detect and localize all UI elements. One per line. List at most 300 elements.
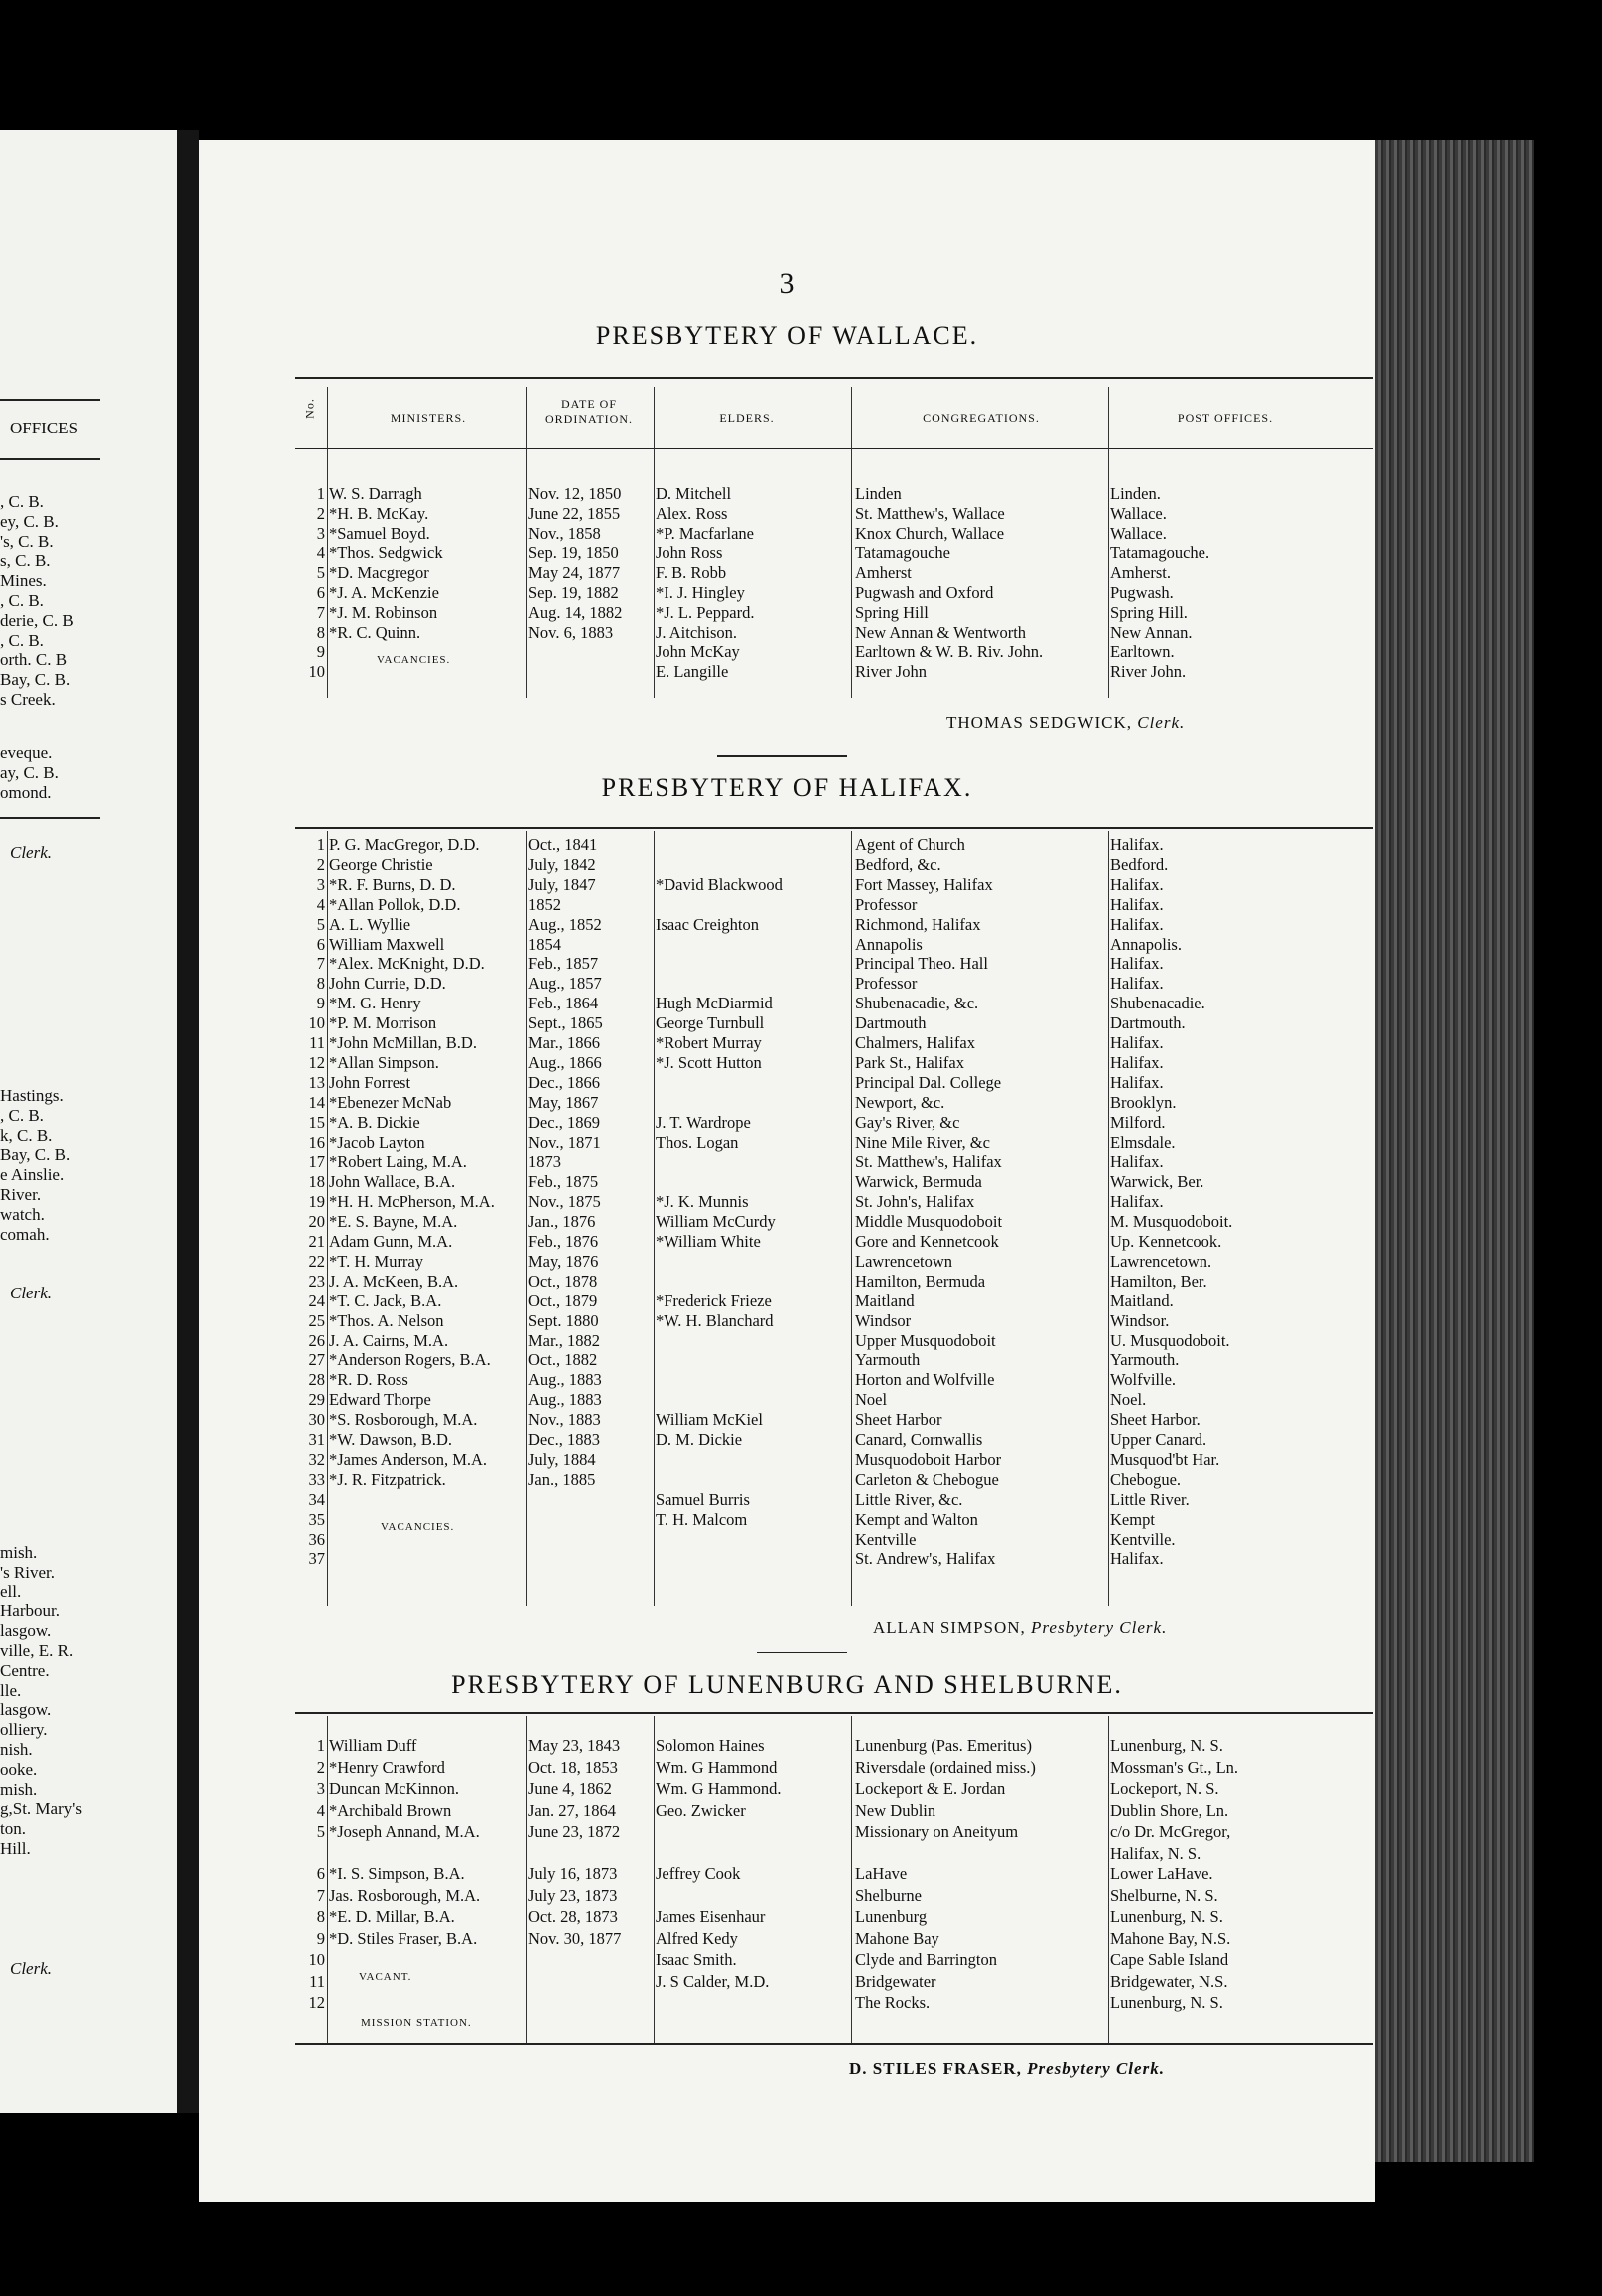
cell-minister: *John McMillan, B.D. [329,1033,477,1052]
left-line: olliery. [0,1720,48,1740]
cell-elder: Alex. Ross [656,503,728,523]
left-rule [0,817,100,819]
left-rule [0,399,100,401]
cell-date: Jan., 1876 [528,1212,596,1232]
cell-date: Oct., 1879 [528,1291,598,1310]
cell-no: 11 [309,1971,325,1991]
cell-congregation: Earltown & W. B. Riv. John. [855,642,1044,662]
column-divider [1108,831,1109,1606]
table-row [199,623,1375,642]
table-row [199,1350,1375,1369]
column-divider [654,1716,655,2043]
cell-date: 1854 [528,934,561,954]
header-post-offices: POST OFFICES. [1177,411,1274,425]
table-row [199,935,1375,954]
cell-date: Oct., 1841 [528,835,598,854]
table-row [199,1410,1375,1429]
cell-congregation: Professor [855,974,918,994]
cell-congregation: Upper Musquodoboit [855,1330,996,1350]
cell-minister: *A. B. Dickie [329,1112,420,1132]
cell-post-office: Dartmouth. [1110,1013,1186,1033]
table-row [199,1736,1375,1755]
cell-elder: Hugh McDiarmid [656,994,773,1013]
cell-congregation: Riversdale (ordained miss.) [855,1757,1036,1777]
table-row [199,1053,1375,1072]
cell-no: 8 [316,1907,325,1926]
cell-no: 4 [316,543,325,563]
cell-minister: *R. D. Ross [329,1370,408,1390]
cell-post-office: Bridgewater, N.S. [1110,1971,1228,1991]
left-line: eveque. [0,743,53,762]
cell-minister: *J. R. Fitzpatrick. [329,1469,446,1489]
left-line: nish. [0,1740,33,1759]
table-row [199,1232,1375,1251]
table-row [199,603,1375,622]
cell-congregation: The Rocks. [855,1993,931,2012]
left-line: s, C. B. [0,551,51,571]
cell-no: 35 [308,1509,325,1529]
table-row [199,583,1375,602]
left-line: mish. [0,1779,38,1799]
left-header: OFFICES [10,419,79,437]
cell-elder: *Frederick Frieze [656,1291,772,1310]
cell-date: Dec., 1869 [528,1112,600,1132]
cell-congregation: Principal Theo. Hall [855,954,988,974]
cell-no: 7 [316,602,325,622]
left-line: Hastings. [0,1086,64,1105]
left-line: ay, C. B. [0,762,59,782]
cell-minister: *R. C. Quinn. [329,622,421,642]
cell-minister: *E. S. Bayne, M.A. [329,1212,458,1232]
halifax-vacancies-label: VACANCIES. [381,1521,455,1533]
cell-post-office: Milford. [1110,1112,1166,1132]
cell-post-office: Lower LaHave. [1110,1865,1213,1883]
cell-congregation: Noel [855,1390,888,1410]
cell-date: Sept. 1880 [528,1310,599,1330]
left-line: orth. C. B [0,650,68,670]
cell-congregation: Windsor [855,1310,912,1330]
wallace-clerk [946,714,1185,733]
cell-post-office: Chebogue. [1110,1469,1182,1489]
cell-congregation: Kempt and Walton [855,1509,978,1529]
cell-post-office: Halifax. [1110,1072,1164,1092]
cell-elder: John McKay [656,642,740,662]
cell-no: 6 [316,934,325,954]
cell-no: 36 [308,1529,325,1549]
cell-date: Mar., 1882 [528,1330,600,1350]
cell-minister: Jas. Rosborough, M.A. [329,1885,481,1905]
cell-congregation: Kentville [855,1529,917,1549]
cell-elder: William McKiel [656,1410,763,1430]
wallace-clerk-name: THOMAS SEDGWICK, [946,714,1132,732]
cell-date: July 23, 1873 [528,1885,618,1905]
cell-minister: P. G. MacGregor, D.D. [329,835,480,854]
cell-congregation: Annapolis [855,934,923,954]
left-line: Mines. [0,571,47,591]
cell-date: Aug. 14, 1882 [528,602,623,622]
cell-no: 12 [308,1993,325,2012]
cell-elder: E. Langille [656,662,729,682]
cell-congregation: Dartmouth [855,1013,927,1033]
cell-minister: John Currie, D.D. [329,974,446,994]
cell-congregation: Principal Dal. College [855,1072,1002,1092]
cell-post-office: Cape Sable Island [1110,1950,1229,1969]
cell-congregation: Newport, &c. [855,1092,945,1112]
table-row [199,1510,1375,1529]
cell-elder: *William White [656,1232,761,1251]
cell-post-office: Linden. [1110,484,1161,503]
cell-elder: D. Mitchell [656,484,732,503]
cell-congregation: Yarmouth [855,1350,921,1370]
cell-elder: *Robert Murray [656,1033,762,1052]
cell-date: Aug., 1883 [528,1390,602,1410]
left-line: ey, C. B. [0,511,59,531]
cell-minister: *J. A. McKenzie [329,583,439,602]
cell-minister: *James Anderson, M.A. [329,1449,488,1469]
page [199,140,1375,2202]
cell-minister: Adam Gunn, M.A. [329,1232,453,1251]
cell-date: 1873 [528,1152,561,1172]
cell-post-office: Halifax. [1110,1549,1164,1569]
cell-date: July, 1884 [528,1449,596,1469]
table-row [199,484,1375,503]
table-row [199,1370,1375,1389]
cell-congregation: Canard, Cornwallis [855,1430,983,1449]
cell-no: 9 [316,1928,325,1948]
cell-post-office: Spring Hill. [1110,602,1188,622]
cell-post-office: Tatamagouche. [1110,543,1210,563]
cell-no: 5 [316,914,325,934]
table-row [199,1779,1375,1798]
cell-date: June 4, 1862 [528,1779,612,1798]
left-line: Bay, C. B. [0,1145,71,1165]
table-row [199,1844,1375,1863]
header-no: No. [302,398,317,419]
cell-congregation: Lockeport & E. Jordan [855,1779,1006,1798]
cell-date: Jan. 27, 1864 [528,1800,616,1820]
table-row [199,1331,1375,1350]
cell-congregation: Pugwash and Oxford [855,583,994,602]
table-row [199,1993,1375,2012]
cell-congregation: Maitland [855,1291,915,1310]
cell-date: Nov., 1883 [528,1410,601,1430]
cell-no: 34 [308,1489,325,1509]
cell-minister: *Allan Simpson. [329,1052,439,1072]
column-divider [327,387,328,698]
cell-no: 17 [308,1152,325,1172]
cell-date: Sep. 19, 1850 [528,543,619,563]
cell-elder: J. S Calder, M.D. [656,1971,770,1991]
cell-minister: John Forrest [329,1072,411,1092]
cell-no: 32 [308,1449,325,1469]
cell-minister: William Maxwell [329,934,445,954]
table-row [199,1758,1375,1777]
left-clerk: Clerk. [10,1284,53,1302]
cell-post-office: Lunenburg, N. S. [1110,1993,1223,2012]
cell-minister: *E. D. Millar, B.A. [329,1907,455,1926]
cell-no: 2 [316,1757,325,1777]
cell-no: 9 [316,994,325,1013]
cell-post-office: Up. Kennetcook. [1110,1232,1222,1251]
cell-minister: *Henry Crawford [329,1757,445,1777]
cell-congregation: Lunenburg (Pas. Emeritus) [855,1736,1032,1755]
cell-no: 14 [308,1092,325,1112]
table-row [199,1886,1375,1905]
cell-no: 11 [309,1033,325,1052]
cell-post-office: River John. [1110,662,1187,682]
left-line: ell. [0,1581,22,1601]
cell-elder: John Ross [656,543,723,563]
cell-post-office: Halifax. [1110,874,1164,894]
cell-minister: *W. Dawson, B.D. [329,1430,453,1449]
table-row [199,994,1375,1012]
cell-post-office: U. Musquodoboit. [1110,1330,1230,1350]
table-row [199,563,1375,582]
cell-date: Feb., 1864 [528,994,599,1013]
column-divider [654,831,655,1606]
table-row [199,1549,1375,1568]
left-line: lasgow. [0,1700,52,1720]
cell-post-office: M. Musquodoboit. [1110,1212,1233,1232]
cell-date: July 16, 1873 [528,1865,618,1883]
cell-no: 12 [308,1052,325,1072]
cell-no: 26 [308,1330,325,1350]
cell-post-office: New Annan. [1110,622,1193,642]
cell-minister: John Wallace, B.A. [329,1172,456,1192]
table-row [199,1152,1375,1171]
column-divider [851,387,852,698]
cell-post-office: Maitland. [1110,1291,1174,1310]
cell-date: July, 1847 [528,874,596,894]
cell-congregation: Horton and Wolfville [855,1370,995,1390]
cell-no: 13 [308,1072,325,1092]
left-line: , C. B. [0,591,44,610]
cell-date: May, 1867 [528,1092,599,1112]
cell-minister: A. L. Wyllie [329,914,411,934]
cell-date: Oct., 1878 [528,1271,598,1291]
cell-congregation: Amherst [855,563,912,583]
lunenburg-clerk-name: D. STILES FRASER, [849,2059,1022,2078]
lunenburg-clerk-title: Presbytery Clerk. [1027,2059,1165,2078]
cell-date: Nov., 1858 [528,523,601,543]
cell-elder: Solomon Haines [656,1736,765,1755]
cell-minister: *S. Rosborough, M.A. [329,1410,478,1430]
left-line: Bay, C. B. [0,670,71,690]
left-line: lle. [0,1680,22,1700]
lunenburg-mission-label: MISSION STATION. [361,2017,472,2029]
table-row [199,875,1375,894]
table-row [199,1822,1375,1841]
cell-minister: *Joseph Annand, M.A. [329,1822,480,1841]
book-spine-edge [1375,140,1534,2162]
cell-date: Dec., 1883 [528,1430,600,1449]
gutter [177,130,199,2113]
cell-no: 5 [316,563,325,583]
cell-no: 10 [308,1950,325,1969]
cell-elder: *W. H. Blanchard [656,1310,774,1330]
table-row [199,1292,1375,1310]
left-line: 's River. [0,1562,56,1581]
section-divider-2 [757,1652,847,1653]
cell-date: May 23, 1843 [528,1736,621,1755]
left-line: comah. [0,1224,50,1244]
cell-minister: *Ebenezer McNab [329,1092,452,1112]
left-line: Harbour. [0,1601,60,1621]
cell-date: Mar., 1866 [528,1033,600,1052]
table-row [199,543,1375,562]
cell-date: Nov. 30, 1877 [528,1928,622,1948]
cell-post-office: Shubenacadie. [1110,994,1205,1013]
cell-congregation: River John [855,662,927,682]
table-row [199,1430,1375,1449]
cell-no: 24 [308,1291,325,1310]
cell-elder: James Eisenhaur [656,1907,766,1926]
cell-post-office: Yarmouth. [1110,1350,1180,1370]
table-row [199,642,1375,661]
cell-no: 27 [308,1350,325,1370]
cell-post-office: Musquod'bt Har. [1110,1449,1220,1469]
cell-no: 22 [308,1251,325,1271]
cell-no: 23 [308,1271,325,1291]
left-line: mish. [0,1543,38,1562]
cell-no: 19 [308,1192,325,1212]
cell-elder: George Turnbull [656,1013,765,1033]
cell-congregation: Clyde and Barrington [855,1950,997,1969]
cell-date: Nov. 6, 1883 [528,622,614,642]
cell-date: Aug., 1852 [528,914,602,934]
cell-minister: *R. F. Burns, D. D. [329,874,456,894]
cell-post-office: Kentville. [1110,1529,1176,1549]
cell-post-office: Halifax. [1110,1033,1164,1052]
cell-no: 3 [316,523,325,543]
cell-date: Nov., 1871 [528,1132,601,1152]
left-line: ton. [0,1819,26,1839]
table-row [199,1907,1375,1926]
cell-elder: Isaac Creighton [656,914,760,934]
cell-minister: *Alex. McKnight, D.D. [329,954,485,974]
cell-minister: *Samuel Boyd. [329,523,430,543]
header-rule [295,377,1373,379]
column-divider [851,1716,852,2043]
cell-congregation: Little River, &c. [855,1489,963,1509]
column-divider [327,831,328,1606]
cell-elder: J. Aitchison. [656,622,738,642]
cell-post-office: Earltown. [1110,642,1175,662]
cell-no: 1 [316,1736,325,1755]
cell-congregation: Linden [855,484,902,503]
table-row [199,1252,1375,1271]
cell-congregation: LaHave [855,1865,908,1883]
cell-minister: *Thos. A. Nelson [329,1310,444,1330]
cell-no: 7 [316,954,325,974]
table-row [199,835,1375,854]
cell-post-office: Bedford. [1110,854,1169,874]
cell-elder: T. H. Malcom [656,1509,748,1529]
cell-post-office: Halifax. [1110,1052,1164,1072]
cell-date: Nov. 12, 1850 [528,484,622,503]
cell-congregation: Shubenacadie, &c. [855,994,979,1013]
header-date: DATE OF ORDINATION. [545,397,633,426]
cell-post-office: Brooklyn. [1110,1092,1177,1112]
table-row [199,1192,1375,1211]
cell-no: 3 [316,1779,325,1798]
cell-congregation: New Annan & Wentworth [855,622,1027,642]
cell-post-office: Elmsdale. [1110,1132,1176,1152]
table-row [199,1133,1375,1152]
cell-post-office: c/o Dr. McGregor, [1110,1822,1231,1841]
cell-minister: *D. Macgregor [329,563,429,583]
cell-congregation: Knox Church, Wallace [855,523,1005,543]
cell-elder: *J. L. Peppard. [656,602,755,622]
cell-date: Oct. 28, 1873 [528,1907,618,1926]
cell-congregation: Park St., Halifax [855,1052,964,1072]
table-row [199,662,1375,681]
cell-congregation: Mahone Bay [855,1928,939,1948]
cell-minister: *Allan Pollok, D.D. [329,894,461,914]
cell-minister: *M. G. Henry [329,994,421,1013]
left-line: , C. B. [0,492,44,511]
cell-post-office: Little River. [1110,1489,1190,1509]
left-line: s Creek. [0,690,56,709]
cell-minister: William Duff [329,1736,417,1755]
lunenburg-top-rule [295,1712,1373,1714]
cell-congregation: Chalmers, Halifax [855,1033,975,1052]
cell-congregation: Tatamagouche [855,543,950,563]
cell-date: Oct. 18, 1853 [528,1757,618,1777]
cell-post-office: Windsor. [1110,1310,1170,1330]
table-row [199,974,1375,993]
cell-no: 6 [316,1865,325,1883]
table-row [199,1929,1375,1948]
cell-no: 4 [316,1800,325,1820]
cell-no: 10 [308,662,325,682]
cell-minister: *H. H. McPherson, M.A. [329,1192,495,1212]
cell-minister: Edward Thorpe [329,1390,431,1410]
cell-congregation: Shelburne [855,1885,922,1905]
cell-post-office: Halifax. [1110,974,1164,994]
cell-elder: D. M. Dickie [656,1430,743,1449]
cell-minister: J. A. McKeen, B.A. [329,1271,459,1291]
cell-post-office: Halifax. [1110,1152,1164,1172]
left-line: ooke. [0,1759,38,1779]
table-row [199,915,1375,934]
table-row [199,1311,1375,1330]
cell-elder: *P. Macfarlane [656,523,754,543]
table-row [199,1013,1375,1032]
left-rule [0,458,100,460]
left-line: g,St. Mary's [0,1799,82,1819]
table-row [199,1450,1375,1469]
table-row [199,1033,1375,1052]
section-title-halifax: PRESBYTERY OF HALIFAX. [601,773,973,802]
table-row [199,855,1375,874]
cell-elder: Geo. Zwicker [656,1800,746,1820]
cell-elder: Samuel Burris [656,1489,750,1509]
cell-congregation: Sheet Harbor [855,1410,942,1430]
cell-post-office: Upper Canard. [1110,1430,1207,1449]
cell-elder: Alfred Kedy [656,1928,738,1948]
cell-minister: *H. B. McKay. [329,503,429,523]
section-divider [717,755,847,757]
cell-post-office: Wallace. [1110,523,1167,543]
left-line: , C. B. [0,1105,44,1125]
table-row [199,1172,1375,1191]
cell-congregation: Bridgewater [855,1971,936,1991]
cell-congregation: Professor [855,894,918,914]
cell-post-office: Lockeport, N. S. [1110,1779,1219,1798]
cell-elder: William McCurdy [656,1212,776,1232]
left-line: e Ainslie. [0,1165,65,1185]
